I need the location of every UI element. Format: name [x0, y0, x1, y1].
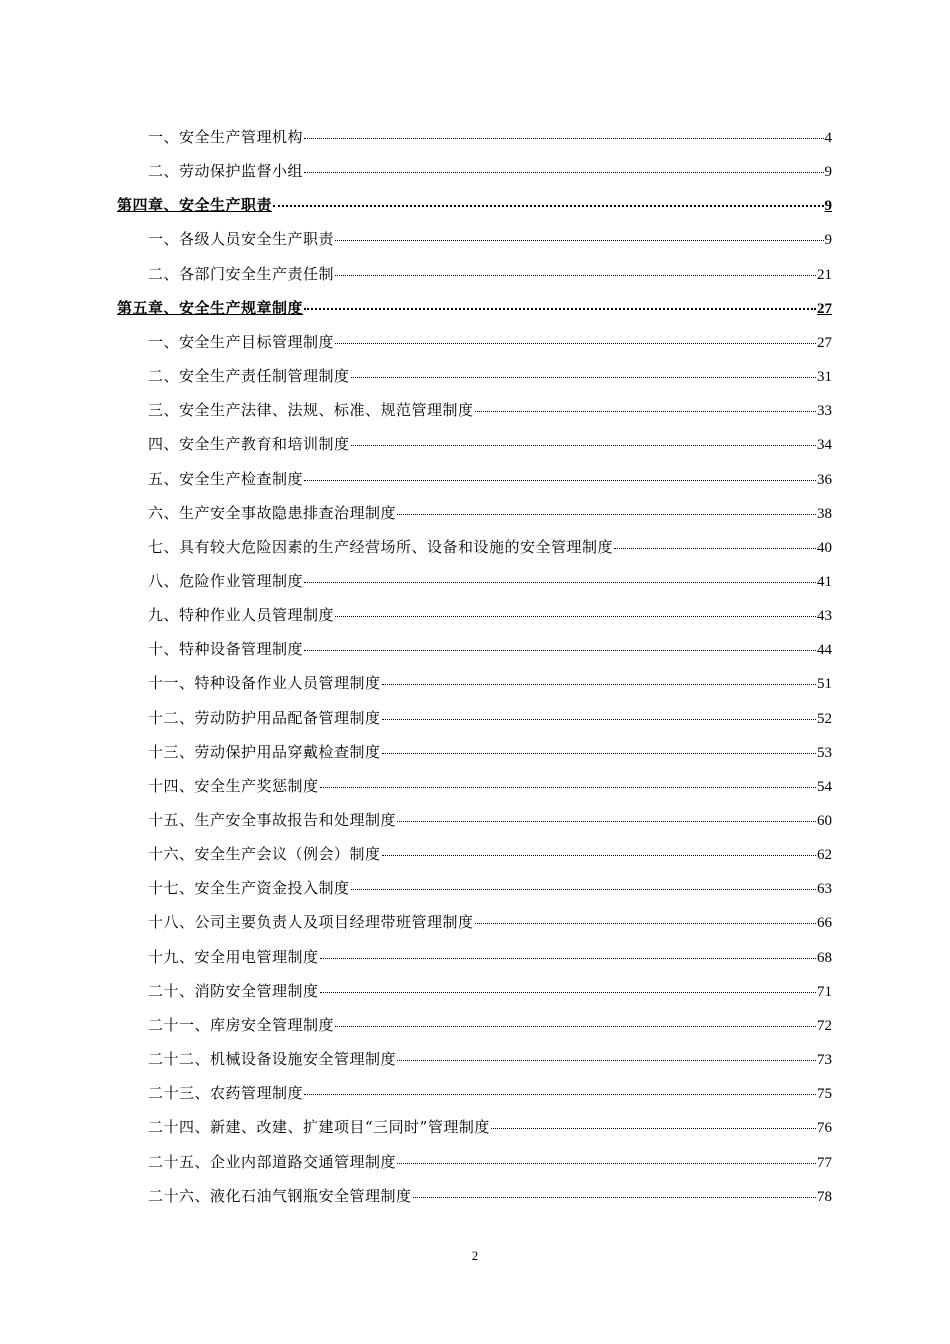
- toc-dot-leader: [335, 342, 816, 344]
- toc-entry-page: 27: [817, 300, 832, 317]
- toc-entry-title: 十四、安全生产奖惩制度: [148, 776, 319, 795]
- toc-entry[interactable]: [148, 707, 832, 729]
- toc-entry[interactable]: [148, 877, 832, 899]
- toc-dot-leader: [475, 410, 816, 412]
- toc-entry-page: 27: [817, 334, 832, 351]
- toc-entry-page: 52: [817, 710, 832, 727]
- toc-entry[interactable]: [148, 399, 832, 421]
- toc-entry-page: 34: [817, 437, 832, 454]
- toc-dot-leader: [335, 274, 816, 276]
- toc-entry-title: 十一、特种设备作业人员管理制度: [148, 674, 381, 693]
- toc-entry[interactable]: [148, 536, 832, 558]
- toc-entry[interactable]: [148, 468, 832, 490]
- toc-entry-page: 33: [817, 403, 832, 420]
- toc-dot-leader: [614, 547, 816, 549]
- toc-dot-leader: [320, 957, 816, 959]
- toc-entry[interactable]: [148, 1014, 832, 1036]
- toc-entry[interactable]: [148, 843, 832, 865]
- toc-entry-page: 9: [824, 164, 832, 181]
- toc-dot-leader: [351, 444, 816, 446]
- toc-entry-title: 十九、安全用电管理制度: [148, 947, 319, 966]
- toc-entry[interactable]: [148, 502, 832, 524]
- toc-entry-title: 二十、消防安全管理制度: [148, 981, 319, 1000]
- toc-entry[interactable]: [148, 775, 832, 797]
- toc-entry-title: 三、安全生产法律、法规、标准、规范管理制度: [148, 401, 474, 420]
- toc-entry[interactable]: [148, 1116, 832, 1138]
- page-number: 2: [471, 1248, 479, 1263]
- toc-entry-page: 51: [817, 676, 832, 693]
- toc-entry[interactable]: [148, 365, 832, 387]
- toc-entry-title: 十七、安全生产资金投入制度: [148, 879, 350, 898]
- toc-entry-title: 十、特种设备管理制度: [148, 640, 304, 659]
- toc-entry[interactable]: [148, 741, 832, 763]
- toc-dot-leader: [304, 649, 816, 651]
- toc-entry-title: 七、具有较大危险因素的生产经营场所、设备和设施的安全管理制度: [148, 537, 614, 556]
- toc-entry-page: 72: [817, 1017, 832, 1034]
- toc-entry-page: 53: [817, 744, 832, 761]
- toc-chapter-entry[interactable]: [117, 194, 832, 216]
- toc-entry-page: 62: [817, 847, 832, 864]
- toc-entry[interactable]: [148, 911, 832, 933]
- toc-dot-leader: [397, 820, 816, 822]
- toc-entry-page: 78: [817, 1188, 832, 1205]
- toc-dot-leader: [320, 991, 816, 993]
- toc-entry[interactable]: [148, 433, 832, 455]
- toc-entry-page: 38: [817, 505, 832, 522]
- toc-dot-leader: [397, 1059, 816, 1061]
- toc-entry-title: 十六、安全生产会议（例会）制度: [148, 845, 381, 864]
- toc-entry-page: 21: [817, 266, 832, 283]
- toc-entry[interactable]: [148, 980, 832, 1002]
- toc-entry-title: 二十四、新建、改建、扩建项目“三同时”管理制度: [148, 1118, 490, 1137]
- toc-entry[interactable]: [148, 1151, 832, 1173]
- toc-dot-leader: [335, 1025, 816, 1027]
- toc-entry-page: 9: [824, 232, 832, 249]
- toc-entry-title: 十八、公司主要负责人及项目经理带班管理制度: [148, 913, 474, 932]
- toc-dot-leader: [304, 581, 816, 583]
- toc-entry[interactable]: [148, 1048, 832, 1070]
- toc-entry[interactable]: [148, 1082, 832, 1104]
- toc-entry-page: 36: [817, 471, 832, 488]
- toc-entry-page: 43: [817, 608, 832, 625]
- toc-dot-leader: [273, 204, 823, 207]
- toc-entry[interactable]: [148, 331, 832, 353]
- toc-dot-leader: [491, 1127, 816, 1129]
- toc-entry-title: 第五章、安全生产规章制度: [117, 298, 304, 317]
- toc-dot-leader: [304, 1093, 816, 1095]
- toc-entry[interactable]: [148, 672, 832, 694]
- toc-entry-title: 二十二、机械设备设施安全管理制度: [148, 1050, 397, 1068]
- toc-entry-page: 76: [817, 1120, 832, 1137]
- toc-entry[interactable]: [148, 126, 832, 148]
- toc-entry-page: 41: [817, 574, 832, 590]
- toc-entry-title: 六、生产安全事故隐患排查治理制度: [148, 503, 397, 522]
- toc-entry-title: 九、特种作业人员管理制度: [148, 606, 335, 625]
- toc-entry-page: 71: [817, 983, 832, 1000]
- toc-entry-page: 63: [817, 881, 832, 898]
- toc-dot-leader: [397, 513, 816, 515]
- toc-entry-title: 二、各部门安全生产责任制: [148, 264, 335, 283]
- toc-entry-page: 60: [817, 813, 832, 829]
- toc-dot-leader: [304, 479, 816, 481]
- toc-entry[interactable]: [148, 604, 832, 626]
- toc-entry[interactable]: [148, 1185, 832, 1207]
- toc-dot-leader: [351, 376, 816, 378]
- toc-entry[interactable]: [148, 228, 832, 250]
- toc-dot-leader: [475, 922, 816, 924]
- toc-entry-page: 77: [817, 1154, 832, 1171]
- toc-entry-page: 31: [817, 369, 832, 385]
- toc-entry-title: 二、劳动保护监督小组: [148, 162, 304, 181]
- toc-dot-leader: [351, 888, 816, 890]
- toc-entry[interactable]: [148, 160, 832, 182]
- toc-entry[interactable]: [148, 263, 832, 285]
- toc-entry-title: 一、安全生产管理机构: [148, 128, 304, 146]
- toc-dot-leader: [320, 786, 816, 788]
- toc-dot-leader: [335, 615, 816, 617]
- toc-dot-leader: [413, 1196, 816, 1198]
- toc-dot-leader: [335, 239, 823, 241]
- toc-dot-leader: [304, 171, 823, 173]
- toc-dot-leader: [382, 718, 816, 720]
- toc-entry[interactable]: [148, 809, 832, 831]
- toc-entry[interactable]: [148, 570, 832, 592]
- toc-entry-page: 75: [817, 1086, 832, 1103]
- toc-entry-title: 二十五、企业内部道路交通管理制度: [148, 1152, 397, 1171]
- toc-entry-page: 4: [824, 130, 832, 146]
- toc-entry-title: 一、安全生产目标管理制度: [148, 332, 335, 351]
- toc-entry-title: 二十三、农药管理制度: [148, 1084, 304, 1103]
- toc-entry-title: 第四章、安全生产职责: [117, 196, 273, 215]
- toc-entry-title: 二十六、液化石油气钢瓶安全管理制度: [148, 1186, 412, 1205]
- toc-dot-leader: [382, 752, 816, 754]
- toc-entry-title: 一、各级人员安全生产职责: [148, 230, 335, 249]
- toc-entry-title: 十三、劳动保护用品穿戴检查制度: [148, 742, 381, 761]
- toc-chapter-entry[interactable]: [117, 297, 832, 319]
- toc-dot-leader: [397, 1162, 816, 1164]
- toc-entry-title: 二十一、库房安全管理制度: [148, 1015, 335, 1034]
- toc-dot-leader: [382, 683, 816, 685]
- toc-entry-page: 9: [824, 198, 832, 215]
- toc-entry-title: 二、安全生产责任制管理制度: [148, 367, 350, 385]
- toc-entry-page: 66: [817, 915, 832, 932]
- toc-entry-page: 68: [817, 949, 832, 966]
- toc-entry-title: 八、危险作业管理制度: [148, 572, 304, 590]
- toc-entry-title: 十二、劳动防护用品配备管理制度: [148, 708, 381, 727]
- toc-dot-leader: [304, 307, 816, 310]
- toc-entry[interactable]: [148, 946, 832, 968]
- toc-dot-leader: [304, 137, 823, 139]
- toc-entry-page: 73: [817, 1052, 832, 1068]
- toc-entry[interactable]: [148, 638, 832, 660]
- toc-dot-leader: [382, 854, 816, 856]
- toc-entry-page: 44: [817, 642, 832, 659]
- toc-entry-page: 40: [817, 539, 832, 556]
- toc-entry-title: 十五、生产安全事故报告和处理制度: [148, 811, 397, 829]
- toc-entry-title: 四、安全生产教育和培训制度: [148, 435, 350, 454]
- toc-entry-page: 54: [817, 778, 832, 795]
- toc-entry-title: 五、安全生产检查制度: [148, 469, 304, 488]
